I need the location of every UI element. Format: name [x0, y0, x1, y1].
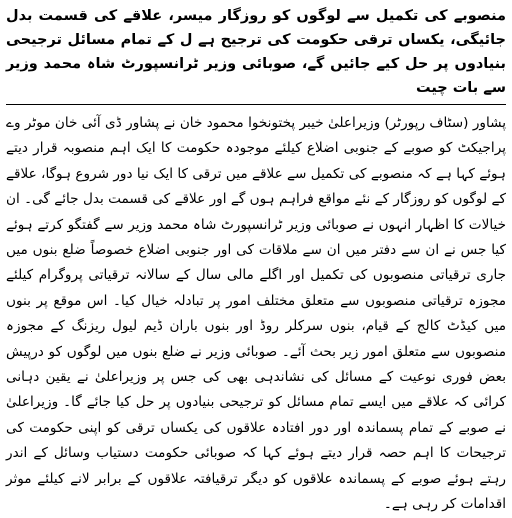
- article-headline: منصوبے کی تکمیل سے لوگوں کو روزگار میسر، علاقے کی قسمت بدل جائیگی، یکساں ترقی حکومت کی ترجیح ہے ل کے تمام مسائل ترجیحی بنیادوں پر حل کیے جائیں گے، صوبائی وزیر ٹرانسپورٹ شاہ محمد وزیر سے بات چیت: [6, 8, 506, 96]
- article-body: پشاور (سٹاف رپورٹر) وزیراعلیٰ خیبر پختونخوا محمود خان نے پشاور ڈی آئی خان موٹر وے پراجیکٹ کو صوبے کے جنوبی اضلاع کیلئے موجودہ حکومت کا ایک اہم منصوبہ قرار دیتے ہوئے کہا ہے کہ منصوبے کی تکمیل سے علاقے میں ترقی کا ایک نیا دور شروع ہوگا، علاقے کے لوگوں کو روزگار کے نئے مواقع فراہم ہوں گے اور علاقے کی قسمت بدل جائے گی۔ ان خیالات کا اظہار انہوں نے صوبائی وزیر ٹرانسپورٹ شاہ محمد وزیر سے گفتگو کرتے ہوئے کیا جس نے ان سے دفتر میں ان سے ملاقات کی اور جنوبی اضلاع خصوصاً ضلع بنوں میں جاری ترقیاتی منصوبوں کی تکمیل اور اگلے مالی سال کے سالانہ ترقیاتی پروگرام کیلئے مجوزہ ترقیاتی منصوبوں سے متعلق مختلف امور پر تبادلہ خیال کیا۔ اس موقع پر بنوں میں کیڈٹ کالج کے قیام، بنوں سرکلر روڈ اور بنوں باران ڈیم لیول ریزنگ کے مجوزہ منصوبوں سے متعلق امور زیر بحث آئے۔ صوبائی وزیر نے ضلع بنوں میں لوگوں کو درپیش بعض فوری نوعیت کے مسائل کی نشاندہی بھی کی جس پر وزیراعلیٰ نے یقین دہانی کرائی کہ علاقے میں ایسے تمام مسائل کو ترجیحی بنیادوں پر حل کیا جائے گا۔ وزیراعلیٰ نے صوبے کے تمام پسماندہ اور دور افتادہ علاقوں کی یکساں ترقی کو اپنی حکومت کی ترجیحات کا اہم حصہ قرار دیتے ہوئے کہا کہ صوبائی حکومت دستیاب وسائل کے اندر رہتے ہوئے صوبے کے پسماندہ علاقوں کو دیگر ترقیافتہ علاقوں کے برابر لانے کیلئے موثر اقدامات کر رہی ہے۔: [6, 115, 506, 513]
- news-clipping: [6, 4, 506, 513]
- headline-divider: [6, 104, 506, 105]
